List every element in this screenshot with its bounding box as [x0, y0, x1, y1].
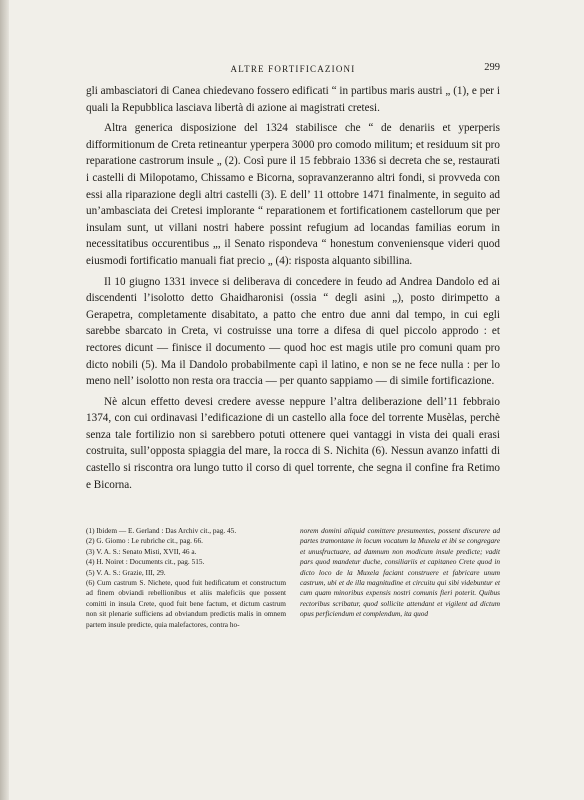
- paragraph-dandolo-1331: Il 10 giugno 1331 invece si deliberava di concedere in feudo ad Andrea Dandolo ed ai discendenti l’isolotto detto Ghaidharonisi (ossia “ degli asini „), posto dirimpetto a Gerapetra, completamente disabitato, a patto che entro due anni dal tempo, in cui egli sarebbe sbarcato in Creta, vi costruisse una torre a difesa di quel piccolo approdo : et rectores dicunt — finisce il documento — quod hoc est magis utile pro comuni quam pro dicto nobili (5). Ma il Dandolo probabilmente capì il latino, e non se ne fece nulla : per lo meno nell’ isolotto non resta ora traccia — per quanto sappiamo — di simile fortificazione.: [86, 275, 500, 388]
- page-number: 299: [484, 62, 500, 73]
- paragraph-continuation: gli ambasciatori di Canea chiedevano fossero edificati “ in partibus maris austri „ (1), e per i quali la Repubblica lasciava libertà di azione ai magistrati cretesi.: [86, 85, 500, 114]
- footnote-6-continuation: norem domini aliquid comittere presumentes, possent discurere ad partes tramontane in locum vocatum la Muxela et ibi se congregare et unusfructuare, ad damnum non modicum insule predicte; vadit pars quod mandetur duche, consiliariis et capitaneo Crete quod in dicto loco de la Muxela faciant construere et fabricare unum castrum, ubi et de illa magnitudine et circuitu qui sibi videbuntur et cum quam minoribus expensis nostri comunis fieri poterit. Quibus rectoribus scribatur, quod sollicite attendant et vigilent ad dictum opus perficiendum et complendum, ita quod: [300, 526, 500, 619]
- footnote-5: (5) V. A. S.: Grazie, III, 29.: [86, 567, 166, 577]
- footnote-3: (3) V. A. S.: Senato Misti, XVII, 46 a.: [86, 546, 197, 556]
- body-text: [86, 83, 500, 497]
- footnote-4: (4) H. Noiret : Documents cit., pag. 515.: [86, 557, 205, 567]
- footnotes-left-column: [86, 526, 286, 630]
- footnote-2: (2) G. Giomo : Le rubriche cit., pag. 66.: [86, 536, 203, 546]
- paragraph-muselas-1374: Nè alcun effetto devesi credere avesse neppure l’altra deliberazione dell’11 febbraio 1374, con cui ordinavasi l’edificazione di un castello alla foce del torrente Musèlas, perchè senza tale fortilizio non si sarebbero potuti ottenere quei vantaggi in vista dei quali erasi costruita, sull’opposta spiaggia del mare, la rocca di S. Nichita (6). Nessun avanzo infatti di castello si riscontra ora lungo tutto il corso di quel torrente, che segna il confine fra Retimo e Bicorna.: [86, 395, 500, 491]
- running-head: [86, 62, 500, 76]
- footnote-1: (1) Ibidem — E. Gerland : Das Archiv cit., pag. 45.: [86, 526, 237, 535]
- running-title: ALTRE FORTIFICAZIONI: [230, 64, 356, 74]
- footnote-6: (6) Cum castrum S. Nichete, quod fuit hedificatum et constructum ad finem obviandi rebellionibus et aliis maleficiis que possent comitti in insula Crete, quod fuit bene factum, et dictum castrum non sit plenarie sufficiens ad obviandum predictis malis in omnem partem insule predicte, quia malefactores, contra ho-: [86, 578, 286, 629]
- paragraph-disposition-1324: Altra generica disposizione del 1324 stabilisce che “ de denariis et yperperis difformitionum de Creta retineantur yperpera 3000 pro comodo militum; et residuum sit pro reparatione castrorum insule „ (2). Così pure il 15 febbraio 1336 si decreta che se, restaurati i castelli di Milopotamo, Chissamo e Bicorna, sopravanzeranno altri fondi, si provveda con essi alla riparazione degli altri castelli (3). E dell’ 11 ottobre 1471 finalmente, in seguito ad un’ambasciata dei Cretesi implorante “ reparationem et fortificationem castellorum que per insulam sunt, ut villani nostri habere possint refugium ad locandas familias eorum in necessitatibus occurentibus „, il Senato rispondeva “ honestum conveniensque videri quod eiusmodi fortificatio manuali fiat precio „ (4): risposta alquanto sibillina.: [86, 122, 500, 267]
- footnotes-right-column: [300, 526, 500, 620]
